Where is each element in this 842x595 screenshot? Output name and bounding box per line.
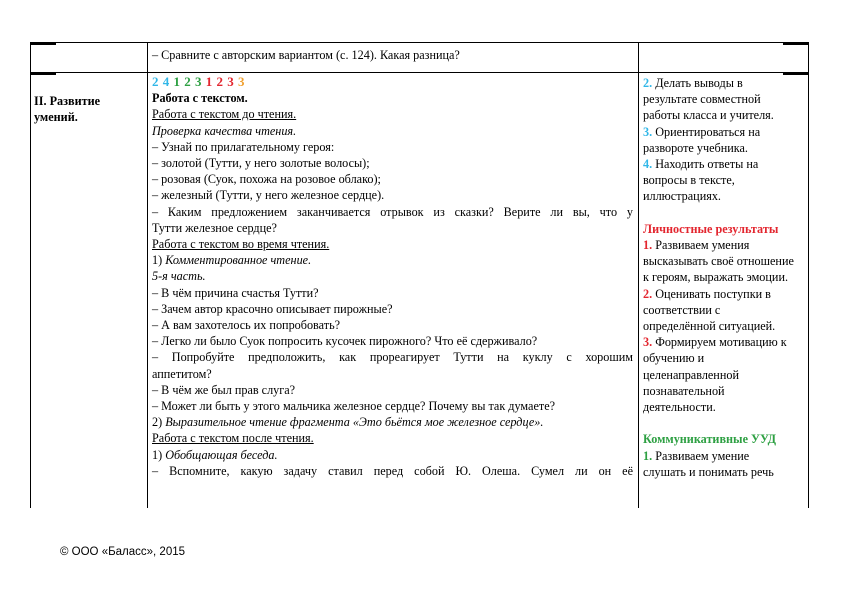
uud-line: [643, 124, 805, 140]
uud-line: к героям, выражать эмоции.: [643, 270, 789, 285]
uud-text: Оценивать поступки в: [655, 286, 771, 301]
activity-number: 1: [205, 74, 213, 89]
section-title-line2: умений.: [34, 110, 78, 125]
text-line: – Легко ли было Суок попросить кусочек пирожного? Что её сдерживало?: [152, 334, 538, 349]
text-line: [152, 447, 633, 463]
uud-line: вопросы в тексте,: [643, 173, 735, 188]
uud-spacer: [643, 415, 805, 431]
uud-text: Развиваем умения: [655, 238, 750, 253]
text-line: – Вспомните, какую задачу ставил перед собой Ю. Олеша. Сумел ли он её: [152, 463, 633, 478]
uud-line: [643, 334, 805, 350]
uud-line: [643, 286, 805, 302]
top-row-cell: [152, 47, 460, 63]
uud-text: Находить ответы на: [655, 157, 759, 172]
uud-number: 2.: [643, 286, 653, 301]
activity-number: 3: [195, 74, 202, 89]
uud-line: целенаправленной: [643, 367, 739, 382]
text-line: [152, 252, 633, 268]
list-number: 1): [152, 253, 163, 268]
text-line: – Может ли быть у этого мальчика железное сердце? Почему вы так думаете?: [152, 399, 556, 414]
uud-text: Развиваем умение: [655, 448, 750, 463]
uud-line: определённой ситуацией.: [643, 319, 776, 334]
subheading-during-reading: Работа с текстом во время чтения.: [152, 237, 330, 252]
text-line: Тутти железное сердце?: [152, 220, 277, 235]
uud-line: высказывать своё отношение: [643, 254, 794, 269]
personal-results-heading: Личностные результаты: [643, 221, 779, 236]
uud-text: Формируем мотивацию к: [655, 335, 787, 350]
uud-text: Делать выводы в: [655, 76, 743, 90]
uud-number: 4.: [643, 157, 653, 172]
text-line: – железный (Тутти, у него железное сердце).: [152, 188, 385, 203]
section-title-line1: II. Развитие: [34, 94, 101, 108]
list-number: 2): [152, 415, 163, 430]
uud-line: деятельности.: [643, 400, 716, 415]
uud-line: обучению и: [643, 351, 705, 366]
table-border-left: [30, 43, 31, 508]
text-line: аппетитом?: [152, 366, 212, 381]
table-border-right: [808, 43, 809, 508]
top-row-text: – Сравните с авторским вариантом (с. 124). Какая разница?: [152, 48, 460, 62]
activity-number: 2: [184, 74, 192, 89]
uud-line: [643, 237, 805, 253]
uud-number: 2.: [643, 76, 653, 90]
column-divider-2: [638, 43, 639, 508]
uud-number: 1.: [643, 238, 653, 253]
uud-spacer: [643, 205, 805, 221]
text-line: – Зачем автор красочно описывает пирожные?: [152, 301, 393, 316]
activity-number: 2: [216, 74, 224, 89]
activity-number: 1: [173, 74, 181, 89]
text-line: – В чём причина счастья Тутти?: [152, 285, 319, 300]
text-line: Проверка качества чтения.: [152, 123, 297, 138]
uud-line: результате совместной: [643, 92, 761, 107]
uud-line: иллюстрациях.: [643, 189, 721, 204]
activity-number: 3: [227, 74, 235, 89]
text-line: 5-я часть.: [152, 269, 206, 284]
uud-line: соответствии с: [643, 302, 721, 317]
uud-number: 1.: [643, 448, 653, 463]
uud-line: развороте учебника.: [643, 140, 748, 155]
border-mark: [30, 73, 56, 75]
main-heading: Работа с текстом.: [152, 91, 248, 106]
text-line: [152, 414, 633, 430]
uud-line: [643, 156, 805, 172]
communicative-uud-heading: Коммуникативные УУД: [643, 432, 777, 447]
text-line: – Каким предложением заканчивается отрывок из сказки? Верите ли вы, что у: [152, 204, 633, 219]
list-item-text: Обобщающая беседа.: [165, 447, 278, 462]
list-number: 1): [152, 447, 163, 462]
text-line: – А вам захотелось их попробовать?: [152, 318, 341, 333]
uud-line: слушать и понимать речь: [643, 464, 774, 479]
text-line: – золотой (Тутти, у него золотые волосы);: [152, 156, 370, 171]
uud-number: 3.: [643, 124, 653, 139]
activity-number: 3: [238, 74, 245, 89]
list-item-text: Выразительное чтение фрагмента «Это бьётся мое железное сердце».: [165, 415, 544, 430]
main-content-cell: [152, 74, 633, 479]
text-line: – розовая (Суок, похожа на розовое облако);: [152, 172, 381, 187]
uud-line: [643, 448, 805, 464]
text-line: – Узнай по прилагательному героя:: [152, 139, 335, 154]
border-mark: [30, 43, 56, 45]
border-mark: [783, 43, 809, 45]
activity-number: 4: [162, 74, 170, 89]
uud-line: [643, 75, 805, 91]
row-divider: [30, 72, 809, 73]
text-line: – Попробуйте предположить, как прореагирует Тутти на куклу с хорошим: [152, 350, 633, 365]
lesson-table: [30, 42, 809, 508]
activity-number: 2: [152, 74, 159, 89]
section-title-cell: [34, 93, 100, 125]
uud-text: Ориентироваться на: [655, 124, 761, 139]
uud-number: 3.: [643, 335, 653, 350]
uud-line: познавательной: [643, 383, 725, 398]
uud-cell: [643, 75, 805, 480]
list-item-text: Комментированное чтение.: [165, 253, 312, 268]
text-line: – В чём же был прав слуга?: [152, 382, 296, 397]
subheading-before-reading: Работа с текстом до чтения.: [152, 107, 297, 122]
subheading-after-reading: Работа с текстом после чтения.: [152, 431, 314, 446]
uud-line: работы класса и учителя.: [643, 108, 774, 123]
column-divider-1: [147, 43, 148, 508]
copyright-footer: © ООО «Баласс», 2015: [60, 546, 186, 558]
activity-numbers: [152, 74, 633, 90]
